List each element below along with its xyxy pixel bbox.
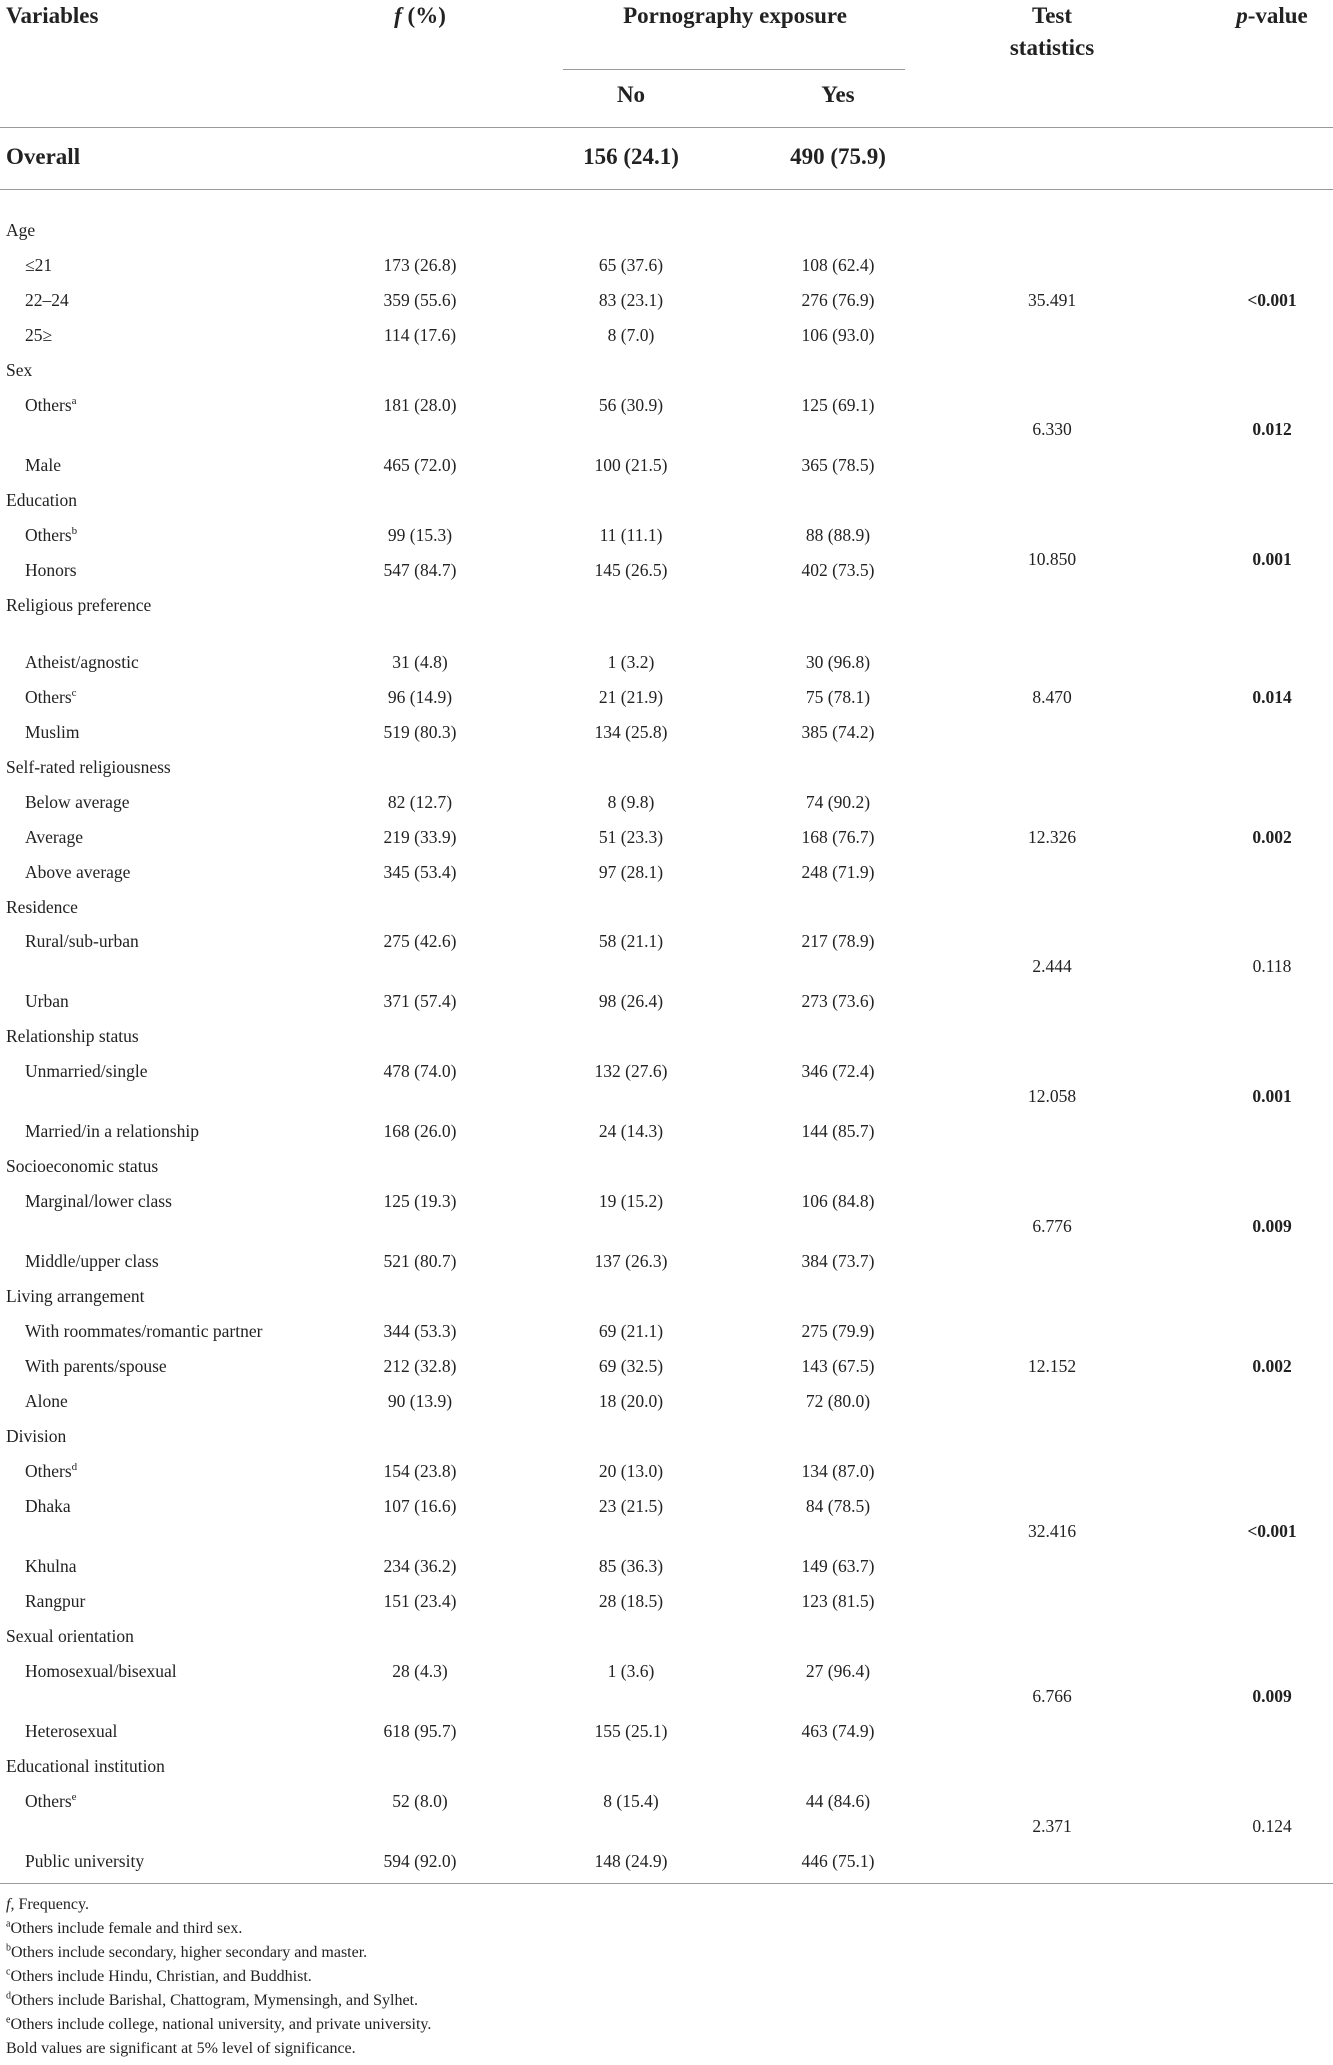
row-label: Others$^e$ — [25, 1791, 77, 1811]
exposure-no-cell: 24 (14.3) — [598, 1121, 664, 1141]
row-label: Unmarried/single — [25, 1061, 148, 1081]
frequency-cell: 219 (33.9) — [383, 827, 457, 847]
exposure-no-cell: 21 (21.9) — [598, 687, 664, 707]
row-label: Urban — [25, 991, 69, 1011]
exposure-no-cell: 134 (25.8) — [594, 722, 668, 742]
exposure-yes-cell: 108 (62.4) — [801, 255, 875, 275]
group-label: Religious preference — [6, 595, 152, 615]
frequency-cell: 107 (16.6) — [383, 1496, 457, 1516]
row-label: Others$^a$ — [25, 395, 77, 415]
row-label: Middle/upper class — [25, 1251, 159, 1271]
frequency-cell: 125 (19.3) — [383, 1191, 457, 1211]
row-label: Rural/sub-urban — [25, 931, 139, 951]
footnote — [6, 1990, 419, 2009]
p-value-cell: 0.002 — [1252, 1356, 1292, 1376]
exposure-yes-cell: 72 (80.0) — [805, 1391, 871, 1411]
footnote — [6, 2014, 432, 2033]
frequency-cell: 82 (12.7) — [387, 792, 453, 812]
exposure-yes-cell: 123 (81.5) — [801, 1591, 875, 1611]
row-label: Male — [25, 455, 61, 475]
exposure-no-cell: 155 (25.1) — [594, 1721, 668, 1741]
group-label: Living arrangement — [6, 1286, 145, 1306]
group-label: Age — [6, 220, 36, 240]
frequency-cell: 151 (23.4) — [383, 1591, 457, 1611]
exposure-yes-cell: 248 (71.9) — [801, 862, 875, 882]
exposure-yes-cell: 446 (75.1) — [801, 1851, 875, 1871]
test-statistic-cell: 6.330 — [1032, 419, 1072, 439]
row-label: Married/in a relationship — [25, 1121, 199, 1141]
footnote-marker: b — [6, 1942, 11, 1954]
header-frequency — [394, 4, 446, 27]
exposure-yes-cell: 106 (84.8) — [801, 1191, 875, 1211]
exposure-no-cell: 28 (18.5) — [598, 1591, 664, 1611]
test-statistic-cell: 32.416 — [1027, 1521, 1077, 1541]
frequency-cell: 344 (53.3) — [383, 1321, 457, 1341]
group-label: Self-rated religiousness — [6, 757, 171, 777]
test-statistic-cell: 12.058 — [1027, 1086, 1077, 1106]
footnote — [6, 1942, 368, 1961]
header-test-line1: Test — [1031, 3, 1073, 28]
row-label: Khulna — [25, 1556, 77, 1576]
header-exposure: Pornography exposure — [623, 3, 847, 28]
footnote-marker: d — [6, 1990, 11, 2002]
exposure-yes-cell: 385 (74.2) — [801, 722, 875, 742]
row-label: Alone — [25, 1391, 68, 1411]
footnote-text: Others include Barishal, Chattogram, Mymensingh, and Sylhet. — [11, 1992, 419, 2009]
exposure-no-cell: 1 (3.6) — [607, 1661, 655, 1681]
exposure-yes-cell: 88 (88.9) — [805, 525, 871, 545]
exposure-yes-cell: 365 (78.5) — [801, 455, 875, 475]
test-statistic-cell: 10.850 — [1027, 549, 1077, 569]
row-label: Others$^b$ — [25, 525, 78, 545]
row-label: With parents/spouse — [25, 1356, 167, 1376]
exposure-no-cell: 137 (26.3) — [594, 1251, 668, 1271]
exposure-no-cell: 65 (37.6) — [598, 255, 664, 275]
header-test-line2: statistics — [1009, 35, 1095, 60]
frequency-cell: 594 (92.0) — [383, 1851, 457, 1871]
group-label: Educational institution — [6, 1756, 165, 1776]
overall-no: 156 (24.1) — [583, 144, 679, 169]
row-label: 22–24 — [25, 290, 69, 310]
header-variables: Variables — [6, 3, 99, 28]
row-label: Others$^c$ — [25, 687, 77, 707]
footnote-text: Others include secondary, higher secondary and master. — [11, 1944, 368, 1961]
exposure-yes-cell: 84 (78.5) — [805, 1496, 871, 1516]
frequency-cell: 519 (80.3) — [383, 722, 457, 742]
header-yes: Yes — [821, 82, 855, 107]
exposure-no-cell: 145 (26.5) — [594, 560, 668, 580]
group-label: Division — [6, 1426, 67, 1446]
p-value-cell: 0.009 — [1252, 1686, 1292, 1706]
header-f-label: f — [394, 3, 402, 28]
row-label: Average — [25, 827, 83, 847]
exposure-no-cell: 20 (13.0) — [598, 1461, 664, 1481]
exposure-yes-cell: 168 (76.7) — [801, 827, 875, 847]
p-value-cell: 0.118 — [1252, 956, 1292, 976]
frequency-cell: 345 (53.4) — [383, 862, 457, 882]
p-value-cell: 0.001 — [1252, 1086, 1292, 1106]
p-value-cell: 0.012 — [1252, 419, 1292, 439]
frequency-cell: 96 (14.9) — [387, 687, 453, 707]
p-value-cell: 0.001 — [1252, 549, 1292, 569]
frequency-cell: 168 (26.0) — [383, 1121, 457, 1141]
exposure-yes-cell: 149 (63.7) — [801, 1556, 875, 1576]
row-label: 25≥ — [25, 325, 53, 345]
exposure-no-cell: 8 (7.0) — [607, 325, 655, 345]
exposure-no-cell: 23 (21.5) — [598, 1496, 664, 1516]
frequency-cell: 618 (95.7) — [383, 1721, 457, 1741]
header-no: No — [616, 82, 646, 107]
exposure-yes-cell: 143 (67.5) — [801, 1356, 875, 1376]
footnote-text: Others include Hindu, Christian, and Buddhist. — [10, 1968, 312, 1985]
header-subrule — [563, 69, 905, 70]
frequency-cell: 52 (8.0) — [392, 1791, 448, 1811]
p-value-cell: 0.009 — [1252, 1216, 1292, 1236]
frequency-cell: 275 (42.6) — [383, 931, 457, 951]
frequency-cell: 173 (26.8) — [383, 255, 457, 275]
frequency-cell: 478 (74.0) — [383, 1061, 457, 1081]
row-label: With roommates/romantic partner — [25, 1321, 263, 1341]
exposure-yes-cell: 30 (96.8) — [805, 652, 871, 672]
row-label: Homosexual/bisexual — [25, 1661, 177, 1681]
footnote — [6, 2041, 356, 2057]
group-label: Sex — [6, 360, 33, 380]
row-label: Others$^d$ — [25, 1461, 78, 1481]
exposure-yes-cell: 44 (84.6) — [805, 1791, 871, 1811]
row-label: Muslim — [25, 722, 80, 742]
footnote-marker: b — [71, 525, 78, 538]
exposure-yes-cell: 217 (78.9) — [801, 931, 875, 951]
exposure-no-cell: 18 (20.0) — [598, 1391, 664, 1411]
row-label: Heterosexual — [25, 1721, 118, 1741]
footnote — [6, 1897, 89, 1913]
exposure-no-cell: 19 (15.2) — [598, 1191, 664, 1211]
overall-yes: 490 (75.9) — [790, 144, 886, 169]
row-label: Below average — [25, 792, 130, 812]
exposure-yes-cell: 273 (73.6) — [801, 991, 875, 1011]
frequency-cell: 31 (4.8) — [392, 652, 448, 672]
row-label: Above average — [25, 862, 131, 882]
footnote-marker: c — [6, 1966, 11, 1978]
test-statistic-cell: 12.326 — [1027, 827, 1077, 847]
footnote-marker: a — [71, 395, 77, 408]
group-label: Socioeconomic status — [6, 1156, 159, 1176]
exposure-no-cell: 1 (3.2) — [607, 652, 655, 672]
frequency-cell: 154 (23.8) — [383, 1461, 457, 1481]
exposure-yes-cell: 402 (73.5) — [801, 560, 875, 580]
exposure-yes-cell: 384 (73.7) — [801, 1251, 875, 1271]
row-label: Public university — [25, 1851, 145, 1871]
footnote-marker: e — [6, 2014, 11, 2026]
exposure-no-cell: 69 (21.1) — [598, 1321, 664, 1341]
p-value-cell: <0.001 — [1247, 1521, 1297, 1541]
test-statistic-cell: 6.766 — [1032, 1686, 1072, 1706]
row-label: Honors — [25, 560, 77, 580]
frequency-cell: 90 (13.9) — [387, 1391, 453, 1411]
row-label: Rangpur — [25, 1591, 86, 1611]
footnote-marker: c — [71, 687, 77, 700]
frequency-cell: 28 (4.3) — [392, 1661, 448, 1681]
footnote-text: , Frequency. — [10, 1896, 89, 1913]
footnote-italic: f — [6, 1896, 11, 1913]
exposure-yes-cell: 144 (85.7) — [801, 1121, 875, 1141]
test-statistic-cell: 2.444 — [1032, 956, 1072, 976]
frequency-cell: 181 (28.0) — [383, 395, 457, 415]
header-rule — [0, 127, 1333, 128]
overall-label: Overall — [6, 144, 81, 169]
group-label: Relationship status — [6, 1026, 139, 1046]
header-p-value — [1236, 4, 1308, 27]
footnote-marker: d — [71, 1461, 78, 1474]
exposure-yes-cell: 463 (74.9) — [801, 1721, 875, 1741]
exposure-yes-cell: 75 (78.1) — [805, 687, 871, 707]
group-label: Education — [6, 490, 77, 510]
frequency-cell: 212 (32.8) — [383, 1356, 457, 1376]
p-value-cell: 0.124 — [1252, 1816, 1292, 1836]
test-statistic-cell: 6.776 — [1032, 1216, 1072, 1236]
frequency-cell: 521 (80.7) — [383, 1251, 457, 1271]
test-statistic-cell: 12.152 — [1027, 1356, 1077, 1376]
test-statistic-cell: 2.371 — [1032, 1816, 1072, 1836]
exposure-yes-cell: 275 (79.9) — [801, 1321, 875, 1341]
frequency-cell: 465 (72.0) — [383, 455, 457, 475]
exposure-no-cell: 85 (36.3) — [598, 1556, 664, 1576]
exposure-no-cell: 8 (9.8) — [607, 792, 655, 812]
frequency-cell: 371 (57.4) — [383, 991, 457, 1011]
row-label: Dhaka — [25, 1496, 71, 1516]
exposure-yes-cell: 27 (96.4) — [805, 1661, 871, 1681]
exposure-no-cell: 132 (27.6) — [594, 1061, 668, 1081]
exposure-no-cell: 148 (24.9) — [594, 1851, 668, 1871]
exposure-no-cell: 56 (30.9) — [598, 395, 664, 415]
header-p-suffix: -value — [1247, 3, 1308, 28]
row-label: Marginal/lower class — [25, 1191, 172, 1211]
footnote — [6, 1966, 312, 1985]
exposure-yes-cell: 106 (93.0) — [801, 325, 875, 345]
footnote-marker: a — [6, 1918, 11, 1930]
exposure-no-cell: 83 (23.1) — [598, 290, 664, 310]
bottom-rule — [0, 1883, 1333, 1884]
exposure-no-cell: 100 (21.5) — [594, 455, 668, 475]
exposure-no-cell: 58 (21.1) — [598, 931, 664, 951]
overall-rule — [0, 189, 1333, 190]
header-f-suffix: (%) — [401, 3, 446, 28]
row-label: ≤21 — [25, 255, 53, 275]
row-label: Atheist/agnostic — [25, 652, 139, 672]
exposure-no-cell: 8 (15.4) — [603, 1791, 659, 1811]
exposure-no-cell: 51 (23.3) — [598, 827, 664, 847]
exposure-yes-cell: 134 (87.0) — [801, 1461, 875, 1481]
exposure-no-cell: 69 (32.5) — [598, 1356, 664, 1376]
p-value-cell: 0.002 — [1252, 827, 1292, 847]
frequency-cell: 234 (36.2) — [383, 1556, 457, 1576]
frequency-cell: 99 (15.3) — [387, 525, 453, 545]
frequency-cell: 359 (55.6) — [383, 290, 457, 310]
test-statistic-cell: 8.470 — [1032, 687, 1072, 707]
p-value-cell: <0.001 — [1247, 290, 1297, 310]
exposure-yes-cell: 276 (76.9) — [801, 290, 875, 310]
frequency-cell: 114 (17.6) — [383, 325, 457, 345]
exposure-yes-cell: 346 (72.4) — [801, 1061, 875, 1081]
exposure-no-cell: 11 (11.1) — [599, 525, 663, 545]
group-label: Sexual orientation — [6, 1626, 134, 1646]
footnote-marker: e — [71, 1791, 77, 1804]
footnote-text: Others include college, national university, and private university. — [10, 2016, 432, 2033]
exposure-no-cell: 98 (26.4) — [598, 991, 664, 1011]
frequency-cell: 547 (84.7) — [383, 560, 457, 580]
exposure-no-cell: 97 (28.1) — [598, 862, 664, 882]
footnote — [6, 1918, 243, 1937]
p-value-cell: 0.014 — [1252, 687, 1292, 707]
header-p-label: p — [1236, 3, 1248, 28]
test-statistic-cell: 35.491 — [1027, 290, 1077, 310]
exposure-yes-cell: 125 (69.1) — [801, 395, 875, 415]
footnote-text: Others include female and third sex. — [10, 1920, 243, 1937]
footnote-text: Bold values are significant at 5% level of significance. — [6, 2040, 356, 2057]
exposure-yes-cell: 74 (90.2) — [805, 792, 871, 812]
group-label: Residence — [6, 897, 78, 917]
